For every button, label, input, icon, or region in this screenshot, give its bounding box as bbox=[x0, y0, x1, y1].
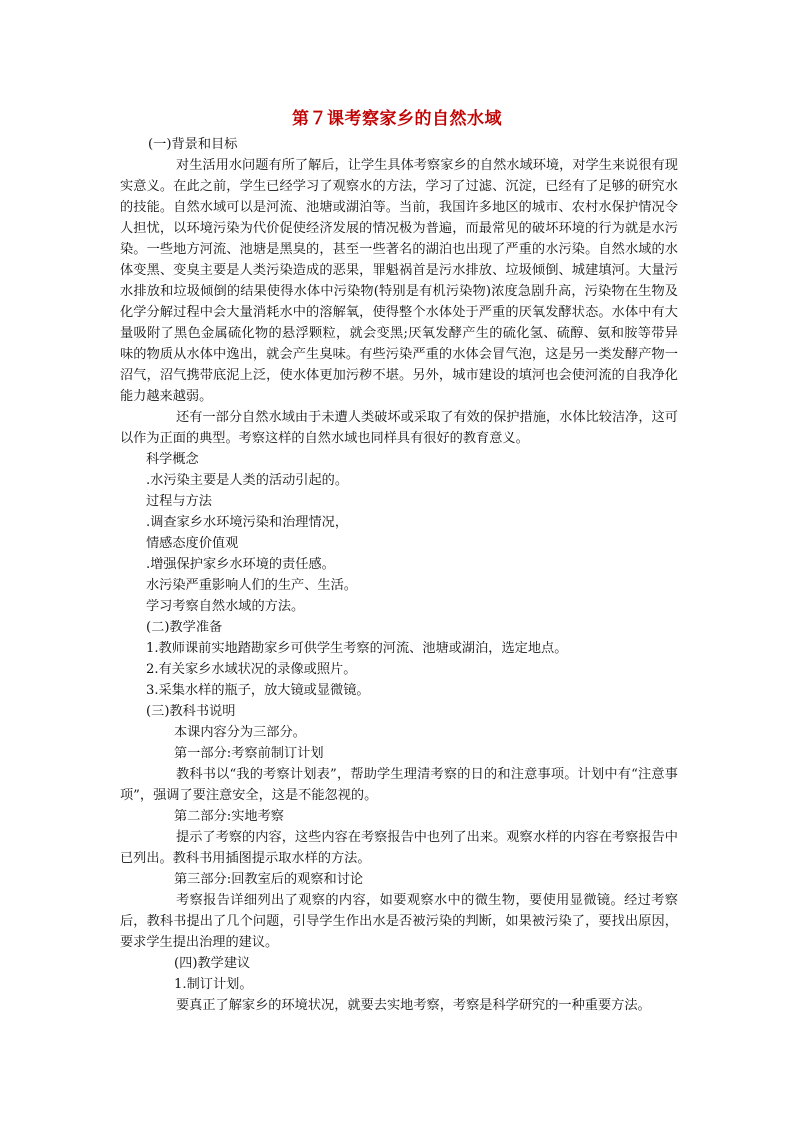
paragraph: 第一部分:考察前制订计划 bbox=[174, 746, 324, 761]
paragraph: (一)背景和目标 bbox=[148, 137, 238, 152]
paragraph: 第三部分:回教室后的观察和讨论 bbox=[174, 872, 364, 887]
paragraph: 情感态度价值观 bbox=[146, 536, 239, 551]
paragraph: 水污染严重影响人们的生产、生活。 bbox=[146, 578, 357, 593]
document-title: 第７课考察家乡的自然水域 bbox=[292, 109, 502, 129]
paragraph: 要真正了解家乡的环境状况，就要去实地考察，考察是科学研究的一种重要方法。 bbox=[176, 998, 651, 1013]
paragraph: 1.制订计划。 bbox=[174, 977, 253, 992]
paragraph: 提示了考察的内容，这些内容在考察报告中也列了出来。观察水样的内容在考察报告中已列出。教科书用插图提示取水样的方法。 bbox=[120, 830, 678, 866]
paragraph: 教科书以“我的考察计划表”，帮助学生理清考察的日的和注意事项。计划中有“注意事项”，强调了要注意安全，这是不能忽视的。 bbox=[120, 767, 678, 803]
paragraph: 过程与方法 bbox=[146, 494, 212, 509]
paragraph: .水污染主要是人类的活动引起的。 bbox=[146, 473, 349, 488]
paragraph: 对生活用水问题有所了解后，让学生具体考察家乡的自然水域环境，对学生来说很有现实意义。在此之前，学生已经学习了观察水的方法，学习了过滤、沉淀，已经有了足够的研究水的技能。自然水域可以是河流、池塘或湖泊等。当前，我国许多地区的城市、农村水保护情况令人担忧，以环境污染为代价促使经济发展的情况极为普遍，而最常见的破坏环境的行为就是水污染。一些地方河流、池塘是黑臭的，甚至一些著名的湖泊也出现了严重的水污染。自然水域的水体变黑、变臭主要是人类污染造成的恶果，罪魁祸首是污水排放、垃圾倾倒、城建填河。大量污水排放和垃圾倾倒的结果使得水体中污染物(特别是有机污染物)浓度急剧升高，污染物在生物及化学分解过程中会大量消耗水中的溶解氧，使得整个水体处于严重的厌氧发酵状态。水体中有大量吸附了黑色金属硫化物的悬浮颗粒，就会变黑;厌氧发酵产生的硫化氢、硫醇、氨和胺等带异味的物质从水体中逸出，就会产生臭味。有些污染严重的水体会冒气泡，这是另一类发酵产物一沼气，沼气携带底泥上泛，使水体更加污秽不堪。另外，城市建设的填河也会使河流的自我净化能力越来越弱。 bbox=[120, 158, 678, 404]
paragraph: (三)教科书说明 bbox=[146, 704, 236, 719]
paragraph: 第二部分:实地考察 bbox=[174, 809, 284, 824]
paragraph: 考察报告详细列出了观察的内容，如要观察水中的微生物，要使用显微镜。经过考察后，教科书提出了几个问题，引导学生作出水是否被污染的判断，如果被污染了，要找出原因，要求学生提出治理的建议。 bbox=[120, 893, 678, 950]
paragraph: 2.有关家乡水域状况的录像或照片。 bbox=[146, 662, 357, 677]
document-body bbox=[120, 134, 678, 1016]
paragraph: .增强保护家乡水环境的责任感。 bbox=[146, 557, 335, 572]
paragraph: 还有一部分自然水域由于未遭人类破坏或采取了有效的保护措施，水体比较洁净，这可以作为正面的典型。考察这样的自然水域也同样具有很好的教育意义。 bbox=[120, 410, 678, 446]
paragraph: (二)教学准备 bbox=[146, 620, 223, 635]
paragraph: (四)教学建议 bbox=[174, 956, 251, 971]
paragraph: .调查家乡水环境污染和治理情况， bbox=[146, 515, 349, 530]
paragraph: 1.教师课前实地踏勘家乡可供学生考察的河流、池塘或湖泊，选定地点。 bbox=[146, 641, 568, 656]
paragraph: 学习考察自然水域的方法。 bbox=[146, 599, 305, 614]
paragraph: 科学概念 bbox=[146, 452, 199, 467]
paragraph: 3.采集水样的瓶子，放大镜或显微镜。 bbox=[146, 683, 370, 698]
paragraph: 本课内容分为三部分。 bbox=[174, 725, 306, 740]
